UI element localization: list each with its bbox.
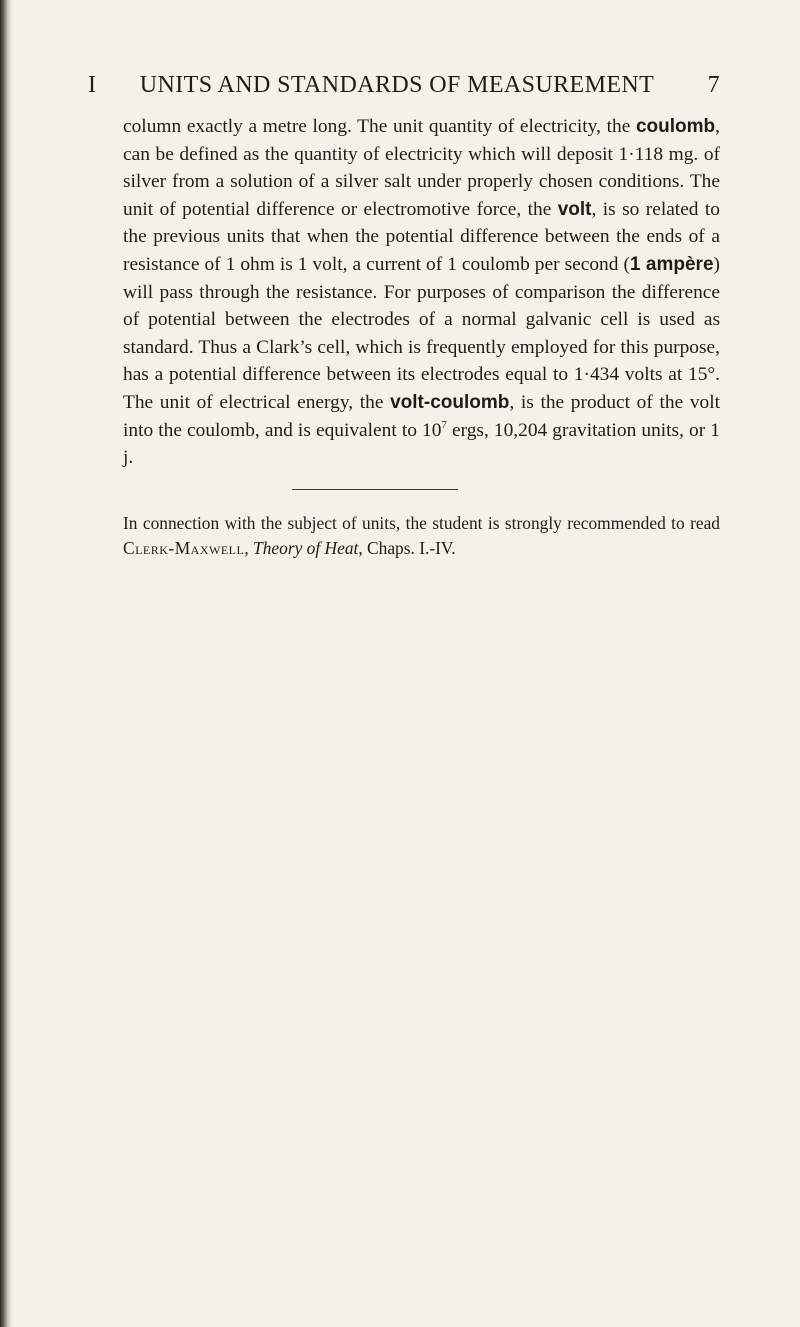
paragraph-text: ) will pass through the resistance. For purposes of comparison the difference of potential between the electrodes of a normal galvanic cell is used as standard. Thus a Clark’s cell, which is frequently employed for this purpose, has a potential difference between its electrodes equal to 1·434 volts at 15°. The unit of electrical energy, the [123,253,720,413]
footnote-text: , Chaps. I.-IV. [358,538,456,558]
separator-rule [292,489,458,490]
term-volt-coulomb: volt-coulomb [390,391,510,413]
paragraph-text: column exactly a metre long. The unit quantity of electricity, the [123,116,636,137]
term-coulomb: coulomb [635,116,716,137]
term-volt: volt [557,198,592,220]
chapter-number: I [88,72,97,98]
exponent: 7 [441,418,447,431]
footnote-author: Clerk-Maxwell [123,538,245,558]
paragraph-text: , is the product of the volt into the coulomb, and is equivalent to 10 [123,391,720,441]
footnote-book-title: Theory of Heat [253,538,359,558]
paragraph-text: , can be defined as the quantity of electricity which will deposit 1·118 mg. of silver from a solution of a silver salt under properly chosen conditions. The unit of potential difference or electromotive force, the [123,116,720,220]
footnote-text: , [244,538,254,558]
footnote-text: In connection with the subject of units, the student is strongly recommended to read [123,513,720,533]
header-title: UNITS AND STANDARDS OF MEASUREMENT [139,72,655,98]
paragraph-text: , is so related to the previous units that when the potential difference between the ends of a resistance of 1 ohm is 1 volt, a current of 1 coulomb per second ( [123,198,720,275]
page-number: 7 [707,72,720,98]
body-paragraph [123,113,720,472]
paragraph-text: ergs, 10,204 gravitation units, or 1 j. [123,419,720,469]
term-ampere: 1 ampère [629,253,714,275]
footnote [123,511,720,561]
running-header [74,72,720,106]
